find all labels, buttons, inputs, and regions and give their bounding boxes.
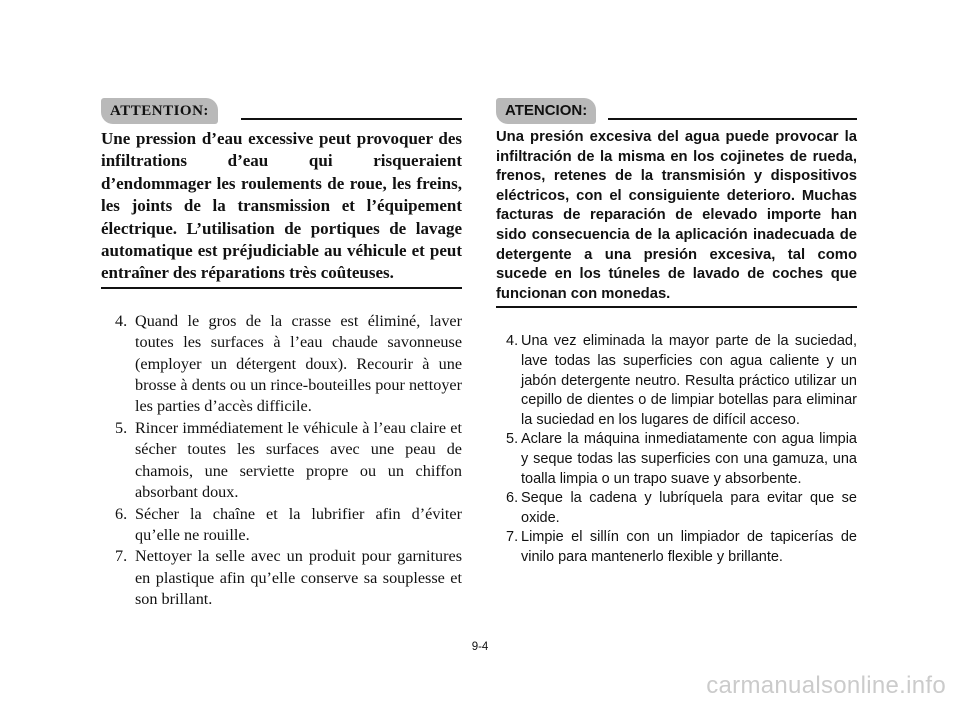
list-item	[101, 546, 462, 610]
spanish-column	[496, 98, 857, 567]
list-item	[496, 489, 857, 528]
step-number: 5.	[506, 431, 519, 448]
cleaning-steps	[101, 311, 462, 611]
watermark[interactable]: carmanualsonline.info	[706, 672, 946, 699]
warning-text: Une pression d’eau excessive peut provoquer des infiltrations d’eau qui risqueraient d’endommager les roulements de roue, les freins, les joints de la transmission et l’équipement électrique. L’utilisation de portiques de lavage automatique est préjudiciable au véhicule et peut entraîner des réparations très coûteuses.	[101, 128, 462, 289]
step-number: 5.	[115, 418, 128, 437]
attention-header	[101, 98, 462, 126]
list-item	[496, 528, 857, 567]
list-item	[101, 504, 462, 547]
step-text: Seque la cadena y lubríquela para evitar que se oxide.	[521, 490, 857, 526]
list-item	[496, 332, 857, 430]
list-item	[496, 430, 857, 489]
list-item	[101, 418, 462, 504]
cleaning-steps	[496, 332, 857, 567]
step-number: 6.	[115, 504, 128, 523]
step-text: Limpie el sillín con un limpiador de tapicerías de vinilo para mantenerlo flexible y brillante.	[521, 529, 857, 565]
page-number: 9-4	[471, 641, 489, 653]
header-rule	[241, 118, 462, 120]
step-text: Aclare la máquina inmediatamente con agua limpia y seque todas las superficies con una gamuza, una toalla limpia o un trapo suave y absorbente.	[521, 431, 857, 487]
atencion-header	[496, 98, 857, 126]
warning-text: Una presión excesiva del agua puede provocar la infiltración de la misma en los cojinetes de rueda, frenos, retenes de la transmisión y dispositivos eléctricos, con el consiguiente deterioro. Muchas facturas de reparación de elevado importe han sido consecuencia de la aplicación inadecuada de detergente a una presión excesiva, tal como sucede en los túneles de lavado de coches que funcionan con monedas.	[496, 128, 857, 308]
step-text: Nettoyer la selle avec un produit pour garnitures en plastique afin qu’elle conserve sa souplesse et son brillant.	[135, 547, 462, 609]
step-text: Rincer immédiatement le véhicule à l’eau claire et sécher toutes les surfaces avec une peau de chamois, une serviette propre ou un chiffon absorbant doux.	[135, 418, 462, 502]
atencion-badge: ATENCION:	[496, 98, 596, 124]
step-text: Sécher la chaîne et la lubrifier afin d’éviter qu’elle ne rouille.	[135, 504, 462, 544]
step-number: 6.	[506, 490, 519, 507]
attention-badge: ATTENTION:	[101, 98, 218, 124]
header-rule	[608, 118, 857, 120]
step-text: Quand le gros de la crasse est éliminé, laver toutes les surfaces à l’eau chaude savonneuse (employer un détergent doux). Recourir à une brosse à dents ou un rince-bouteilles pour nettoyer les parties d’accès difficile.	[135, 311, 462, 416]
french-column	[101, 98, 462, 611]
step-text: Una vez eliminada la mayor parte de la suciedad, lave todas las superficies con agua caliente y un jabón detergente neutro. Resulta práctico utilizar un cepillo de dientes o de limpiar botellas para eliminar la suciedad en los lugares de difícil acceso.	[521, 333, 857, 428]
step-number: 4.	[506, 333, 519, 350]
list-item	[101, 311, 462, 418]
step-number: 7.	[506, 529, 519, 546]
step-number: 7.	[115, 547, 128, 566]
step-number: 4.	[115, 311, 128, 330]
